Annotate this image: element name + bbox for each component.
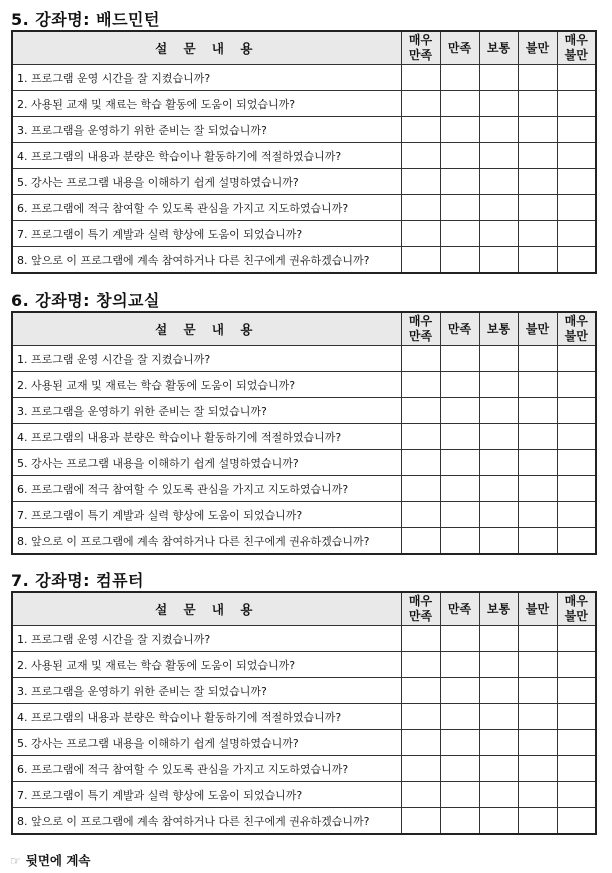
question-text: 8. 앞으로 이 프로그램에 계속 참여하거나 다른 친구에게 권유하겠습니까? [12,247,401,274]
rating-cell-very-dissatisfied[interactable] [557,502,596,528]
rating-cell-dissatisfied[interactable] [518,476,557,502]
table-row [12,678,596,704]
rating-cell-neutral[interactable] [479,346,518,372]
rating-cell-satisfied[interactable] [440,169,479,195]
rating-cell-very-dissatisfied[interactable] [557,424,596,450]
rating-cell-very-satisfied[interactable] [401,476,440,502]
pointing-hand-icon: ☞ [10,854,21,868]
continue-text: 뒷면에 계속 [25,853,91,868]
table-header-row [12,31,596,65]
rating-cell-very-satisfied[interactable] [401,346,440,372]
question-text: 5. 강사는 프로그램 내용을 이해하기 쉽게 설명하였습니까? [12,450,401,476]
rating-cell-dissatisfied[interactable] [518,782,557,808]
rating-header-label: 매우 [564,594,588,608]
question-text: 3. 프로그램을 운영하기 위한 준비는 잘 되었습니까? [12,117,401,143]
rating-cell-satisfied[interactable] [440,528,479,555]
rating-cell-dissatisfied[interactable] [518,450,557,476]
rating-cell-neutral[interactable] [479,143,518,169]
rating-cell-very-dissatisfied[interactable] [557,91,596,117]
rating-cell-very-satisfied[interactable] [401,808,440,835]
table-row [12,91,596,117]
table-row [12,169,596,195]
rating-cell-very-dissatisfied[interactable] [557,117,596,143]
rating-header-label: 불만 [525,601,550,616]
rating-cell-very-dissatisfied[interactable] [557,678,596,704]
rating-header-label: 만족 [408,329,433,343]
rating-cell-satisfied[interactable] [440,91,479,117]
rating-header-very-satisfied [401,31,440,65]
question-text: 1. 프로그램 운영 시간을 잘 지켰습니까? [12,346,401,372]
rating-cell-very-satisfied[interactable] [401,195,440,221]
table-row [12,424,596,450]
rating-cell-very-satisfied[interactable] [401,704,440,730]
rating-header-satisfied [440,592,479,626]
rating-cell-dissatisfied[interactable] [518,221,557,247]
question-column-header: 설 문 내 용 [12,312,401,346]
rating-header-very-satisfied [401,312,440,346]
table-row [12,372,596,398]
rating-cell-very-satisfied[interactable] [401,65,440,91]
question-text: 6. 프로그램에 적극 참여할 수 있도록 관심을 가지고 지도하였습니까? [12,756,401,782]
rating-cell-very-dissatisfied[interactable] [557,528,596,555]
rating-cell-very-dissatisfied[interactable] [557,372,596,398]
table-row [12,626,596,652]
rating-cell-dissatisfied[interactable] [518,756,557,782]
rating-cell-very-satisfied[interactable] [401,247,440,274]
rating-cell-dissatisfied[interactable] [518,652,557,678]
rating-cell-dissatisfied[interactable] [518,91,557,117]
question-text: 7. 프로그램이 특기 계발과 실력 향상에 도움이 되었습니까? [12,502,401,528]
table-row [12,65,596,91]
rating-header-label: 불만 [525,321,550,336]
section-title: 6. 강좌명: 창의교실 [11,291,160,310]
rating-header-label: 불만 [564,329,588,343]
rating-cell-satisfied[interactable] [440,808,479,835]
rating-cell-neutral[interactable] [479,372,518,398]
rating-header-label: 매우 [408,594,433,608]
rating-cell-dissatisfied[interactable] [518,626,557,652]
rating-header-label: 만족 [447,321,472,336]
rating-cell-dissatisfied[interactable] [518,65,557,91]
rating-cell-very-dissatisfied[interactable] [557,195,596,221]
rating-cell-neutral[interactable] [479,528,518,555]
rating-header-label: 만족 [408,609,433,623]
rating-header-label: 불만 [564,48,588,62]
rating-header-neutral [479,592,518,626]
table-row [12,195,596,221]
question-text: 2. 사용된 교재 및 재료는 학습 활동에 도움이 되었습니까? [12,652,401,678]
rating-header-label: 매우 [408,33,433,47]
table-row [12,476,596,502]
rating-cell-dissatisfied[interactable] [518,704,557,730]
rating-cell-satisfied[interactable] [440,502,479,528]
rating-cell-very-dissatisfied[interactable] [557,143,596,169]
rating-header-neutral [479,31,518,65]
survey-section-5 [11,10,597,274]
question-text: 4. 프로그램의 내용과 분량은 학습이나 활동하기에 적절하였습니까? [12,704,401,730]
rating-cell-very-satisfied[interactable] [401,730,440,756]
rating-cell-neutral[interactable] [479,502,518,528]
rating-cell-dissatisfied[interactable] [518,528,557,555]
table-row [12,704,596,730]
question-text: 8. 앞으로 이 프로그램에 계속 참여하거나 다른 친구에게 권유하겠습니까? [12,528,401,555]
rating-header-label: 보통 [486,40,511,55]
rating-cell-very-satisfied[interactable] [401,424,440,450]
rating-cell-very-dissatisfied[interactable] [557,808,596,835]
rating-cell-very-dissatisfied[interactable] [557,398,596,424]
table-row [12,808,596,835]
rating-cell-very-satisfied[interactable] [401,398,440,424]
rating-header-label: 매우 [564,33,588,47]
question-column-header: 설 문 내 용 [12,31,401,65]
rating-cell-satisfied[interactable] [440,424,479,450]
question-text: 3. 프로그램을 운영하기 위한 준비는 잘 되었습니까? [12,398,401,424]
rating-cell-very-dissatisfied[interactable] [557,169,596,195]
rating-cell-neutral[interactable] [479,626,518,652]
rating-cell-very-dissatisfied[interactable] [557,704,596,730]
rating-cell-very-dissatisfied[interactable] [557,346,596,372]
table-row [12,730,596,756]
rating-cell-very-satisfied[interactable] [401,528,440,555]
rating-header-label: 불만 [525,40,550,55]
question-text: 2. 사용된 교재 및 재료는 학습 활동에 도움이 되었습니까? [12,91,401,117]
rating-cell-very-satisfied[interactable] [401,678,440,704]
rating-cell-very-satisfied[interactable] [401,117,440,143]
survey-table [11,591,597,835]
rating-cell-neutral[interactable] [479,730,518,756]
rating-cell-dissatisfied[interactable] [518,398,557,424]
survey-section-7 [11,571,597,835]
rating-header-very-satisfied [401,592,440,626]
rating-cell-very-dissatisfied[interactable] [557,730,596,756]
rating-cell-very-satisfied[interactable] [401,91,440,117]
rating-cell-very-satisfied[interactable] [401,450,440,476]
rating-cell-satisfied[interactable] [440,476,479,502]
rating-cell-neutral[interactable] [479,221,518,247]
rating-cell-satisfied[interactable] [440,398,479,424]
rating-cell-satisfied[interactable] [440,756,479,782]
rating-header-very-dissatisfied [557,592,596,626]
rating-cell-satisfied[interactable] [440,782,479,808]
table-row [12,247,596,274]
rating-header-dissatisfied [518,592,557,626]
question-text: 5. 강사는 프로그램 내용을 이해하기 쉽게 설명하였습니까? [12,169,401,195]
question-text: 3. 프로그램을 운영하기 위한 준비는 잘 되었습니까? [12,678,401,704]
rating-header-very-dissatisfied [557,312,596,346]
rating-cell-neutral[interactable] [479,247,518,274]
rating-cell-neutral[interactable] [479,652,518,678]
rating-cell-dissatisfied[interactable] [518,117,557,143]
rating-cell-very-satisfied[interactable] [401,626,440,652]
question-column-header: 설 문 내 용 [12,592,401,626]
table-row [12,782,596,808]
rating-header-label: 만족 [447,601,472,616]
rating-cell-neutral[interactable] [479,704,518,730]
table-header-row [12,592,596,626]
rating-cell-very-satisfied[interactable] [401,221,440,247]
rating-header-dissatisfied [518,312,557,346]
rating-cell-neutral[interactable] [479,678,518,704]
rating-header-label: 매우 [564,314,588,328]
rating-cell-dissatisfied[interactable] [518,195,557,221]
table-row [12,398,596,424]
rating-cell-very-dissatisfied[interactable] [557,247,596,274]
rating-cell-very-dissatisfied[interactable] [557,626,596,652]
question-text: 1. 프로그램 운영 시간을 잘 지켰습니까? [12,626,401,652]
rating-header-label: 만족 [408,48,433,62]
rating-cell-satisfied[interactable] [440,247,479,274]
rating-cell-satisfied[interactable] [440,195,479,221]
rating-cell-neutral[interactable] [479,65,518,91]
rating-cell-dissatisfied[interactable] [518,346,557,372]
rating-cell-very-dissatisfied[interactable] [557,476,596,502]
rating-cell-satisfied[interactable] [440,652,479,678]
table-row [12,652,596,678]
section-title: 5. 강좌명: 배드민턴 [11,10,160,29]
rating-header-satisfied [440,31,479,65]
question-text: 7. 프로그램이 특기 계발과 실력 향상에 도움이 되었습니까? [12,782,401,808]
rating-cell-very-dissatisfied[interactable] [557,65,596,91]
question-text: 4. 프로그램의 내용과 분량은 학습이나 활동하기에 적절하였습니까? [12,143,401,169]
table-row [12,756,596,782]
rating-cell-satisfied[interactable] [440,704,479,730]
rating-cell-neutral[interactable] [479,782,518,808]
question-text: 4. 프로그램의 내용과 분량은 학습이나 활동하기에 적절하였습니까? [12,424,401,450]
rating-header-label: 보통 [486,601,511,616]
table-row [12,450,596,476]
rating-cell-very-dissatisfied[interactable] [557,450,596,476]
rating-cell-satisfied[interactable] [440,143,479,169]
rating-header-label: 불만 [564,609,588,623]
rating-cell-neutral[interactable] [479,808,518,835]
rating-cell-neutral[interactable] [479,169,518,195]
rating-cell-dissatisfied[interactable] [518,730,557,756]
table-row [12,528,596,555]
survey-table [11,311,597,555]
table-row [12,346,596,372]
rating-cell-dissatisfied[interactable] [518,372,557,398]
rating-cell-satisfied[interactable] [440,117,479,143]
rating-cell-satisfied[interactable] [440,346,479,372]
question-text: 5. 강사는 프로그램 내용을 이해하기 쉽게 설명하였습니까? [12,730,401,756]
table-header-row [12,312,596,346]
rating-cell-very-satisfied[interactable] [401,756,440,782]
rating-cell-very-satisfied[interactable] [401,502,440,528]
rating-cell-very-satisfied[interactable] [401,143,440,169]
question-text: 2. 사용된 교재 및 재료는 학습 활동에 도움이 되었습니까? [12,372,401,398]
rating-cell-dissatisfied[interactable] [518,502,557,528]
rating-cell-satisfied[interactable] [440,730,479,756]
rating-header-label: 만족 [447,40,472,55]
rating-header-very-dissatisfied [557,31,596,65]
rating-cell-dissatisfied[interactable] [518,808,557,835]
question-text: 6. 프로그램에 적극 참여할 수 있도록 관심을 가지고 지도하였습니까? [12,476,401,502]
rating-header-label: 보통 [486,321,511,336]
rating-cell-very-dissatisfied[interactable] [557,652,596,678]
rating-cell-neutral[interactable] [479,195,518,221]
rating-cell-neutral[interactable] [479,424,518,450]
section-title: 7. 강좌명: 컴퓨터 [11,571,144,590]
question-text: 6. 프로그램에 적극 참여할 수 있도록 관심을 가지고 지도하였습니까? [12,195,401,221]
rating-cell-neutral[interactable] [479,117,518,143]
rating-cell-satisfied[interactable] [440,450,479,476]
rating-cell-very-satisfied[interactable] [401,169,440,195]
rating-cell-dissatisfied[interactable] [518,678,557,704]
table-row [12,117,596,143]
rating-cell-very-dissatisfied[interactable] [557,756,596,782]
rating-cell-very-satisfied[interactable] [401,652,440,678]
rating-cell-satisfied[interactable] [440,65,479,91]
rating-cell-neutral[interactable] [479,756,518,782]
rating-cell-satisfied[interactable] [440,678,479,704]
rating-cell-neutral[interactable] [479,450,518,476]
rating-cell-dissatisfied[interactable] [518,247,557,274]
rating-cell-very-dissatisfied[interactable] [557,221,596,247]
rating-cell-satisfied[interactable] [440,626,479,652]
rating-cell-satisfied[interactable] [440,221,479,247]
rating-header-neutral [479,312,518,346]
table-row [12,221,596,247]
question-text: 8. 앞으로 이 프로그램에 계속 참여하거나 다른 친구에게 권유하겠습니까? [12,808,401,835]
table-row [12,143,596,169]
question-text: 7. 프로그램이 특기 계발과 실력 향상에 도움이 되었습니까? [12,221,401,247]
rating-header-dissatisfied [518,31,557,65]
rating-cell-satisfied[interactable] [440,372,479,398]
rating-cell-dissatisfied[interactable] [518,143,557,169]
survey-table [11,30,597,274]
table-row [12,502,596,528]
rating-header-label: 매우 [408,314,433,328]
question-text: 1. 프로그램 운영 시간을 잘 지켰습니까? [12,65,401,91]
rating-header-satisfied [440,312,479,346]
rating-cell-dissatisfied[interactable] [518,169,557,195]
rating-cell-neutral[interactable] [479,91,518,117]
survey-section-6 [11,291,597,555]
rating-cell-very-dissatisfied[interactable] [557,782,596,808]
rating-cell-neutral[interactable] [479,476,518,502]
rating-cell-very-satisfied[interactable] [401,782,440,808]
rating-cell-dissatisfied[interactable] [518,424,557,450]
rating-cell-very-satisfied[interactable] [401,372,440,398]
continue-note [10,851,91,869]
rating-cell-neutral[interactable] [479,398,518,424]
